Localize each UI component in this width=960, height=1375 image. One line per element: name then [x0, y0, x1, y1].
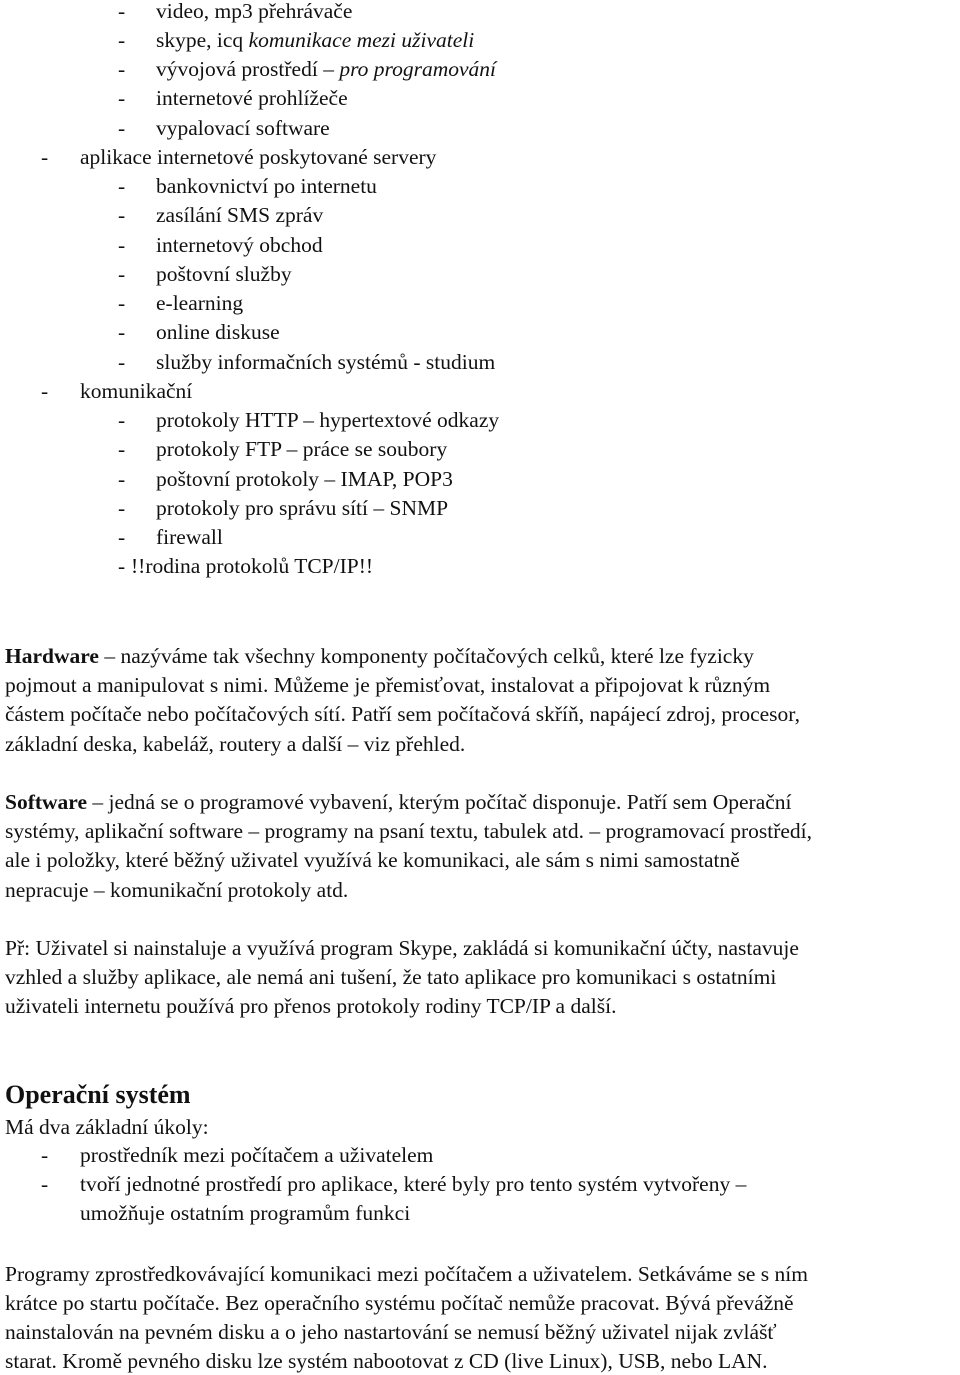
os-intro: Má dva základní úkoly: [5, 1115, 209, 1139]
hardware-term: Hardware [5, 644, 99, 668]
software-term: Software [5, 790, 88, 814]
os-heading: Operační systém [5, 1080, 191, 1109]
document-page: - video, mp3 přehrávače - skype, icq komunikace mezi uživateli - vývojová prostředí – pro programování - internetové prohlížeče - vypalovací software - aplikace internetové poskytované servery - bankovnictví po internetu - zasílání SMS zpráv - internetový obchod - poštovní služby - e-learning - online diskuse - služby informačních systémů - studium - komunikační - protokoly HTTP – hypertextové odkazy - protokoly FTP – práce se soubory - poštovní protokoly – IMAP, POP3 - protokoly pro správu sítí – SNMP - firewall - !!rodina protokolů TCP/IP!! Hardware – nazýváme tak všechny komponenty počítačových celků, které lze fyzicky pojmout a manipulovat s nimi. Můžeme je přemisťovat, instalovat a připojovat k různým částem počítače nebo počítačových sítí. Patří sem počítačová skříň, napájecí zdroj, procesor, základní deska, kabeláž, routery a další – viz přehled. Software – jedná se o programové vybavení, kterým počítač disponuje. Patří sem Operační systémy, aplikační software – programy na psaní textu, tabulek atd. – programovací prostředí, ale i položky, které běžný uživatel využívá ke komunikaci, ale sám s nimi samostatně nepracuje – komunikační protokoly atd. Př: Uživatel si nainstaluje a využívá program Skype, zakládá si komunikační účty, nastavuje vzhled a služby aplikace, ale nemá ani tušení, že tato aplikace pro komunikaci s ostatními uživateli internetu používá pro přenos protokoly rodiny TCP/IP a další. Operační systém Má dva základní úkoly: - prostředník mezi počítačem a uživatelem - tvoří jednotné prostředí pro aplikace, které byly pro tento systém vytvořeny – umožňuje ostatním programům funkci Programy zprostředkovávající komunikaci mezi počítačem a uživatelem. Setkáváme se s ním krátce po startu počítače. Bez operačního systému počítač nemůže pracovat. Bývá převážně nainstalován na pevném disku a o jeho nastartování se nemusí běžný uživatel nijak zvlášť starat. Kromě pevného disku lze systém nabootovat z CD (live Linux), USB, nebo LAN. [0, 0, 960, 1375]
